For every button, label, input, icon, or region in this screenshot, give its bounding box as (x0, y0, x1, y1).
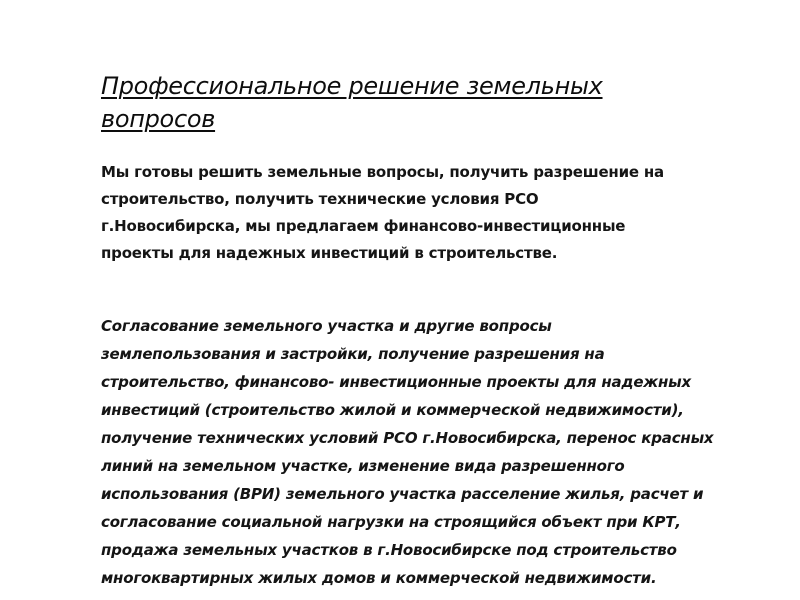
services-line: инвестиций (строительство жилой и коммерческой недвижимости), (101, 401, 684, 419)
services-line: согласование социальной нагрузки на строящийся объект при КРТ, (101, 513, 681, 531)
lead-paragraph (101, 159, 664, 267)
services-line: получение технических условий РСО г.Новосибирска, перенос красных (101, 429, 714, 447)
page-title (101, 70, 641, 136)
page-title-line-1: Профессиональное решение земельных (101, 72, 603, 100)
lead-line: строительство, получить технические условия РСО (101, 190, 539, 208)
services-line: землепользования и застройки, получение разрешения на (101, 345, 605, 363)
services-line: строительство, финансово- инвестиционные проекты для надежных (101, 373, 692, 391)
main-content (101, 70, 714, 592)
lead-line: Мы готовы решить земельные вопросы, получить разрешение на (101, 163, 664, 181)
services-line: продажа земельных участков в г.Новосибирске под строительство (101, 541, 677, 559)
services-line: использования (ВРИ) земельного участка расселение жилья, расчет и (101, 485, 704, 503)
services-paragraph (101, 312, 714, 592)
services-line: Согласование земельного участка и другие вопросы (101, 317, 552, 335)
services-line: линий на земельном участке, изменение вида разрешенного (101, 457, 625, 475)
page-title-line-2: вопросов (101, 105, 216, 133)
services-line: многоквартирных жилых домов и коммерческой недвижимости. (101, 569, 657, 587)
lead-line: проекты для надежных инвестиций в строительстве. (101, 244, 558, 262)
lead-line: г.Новосибирска, мы предлагаем финансово-инвестиционные (101, 217, 626, 235)
